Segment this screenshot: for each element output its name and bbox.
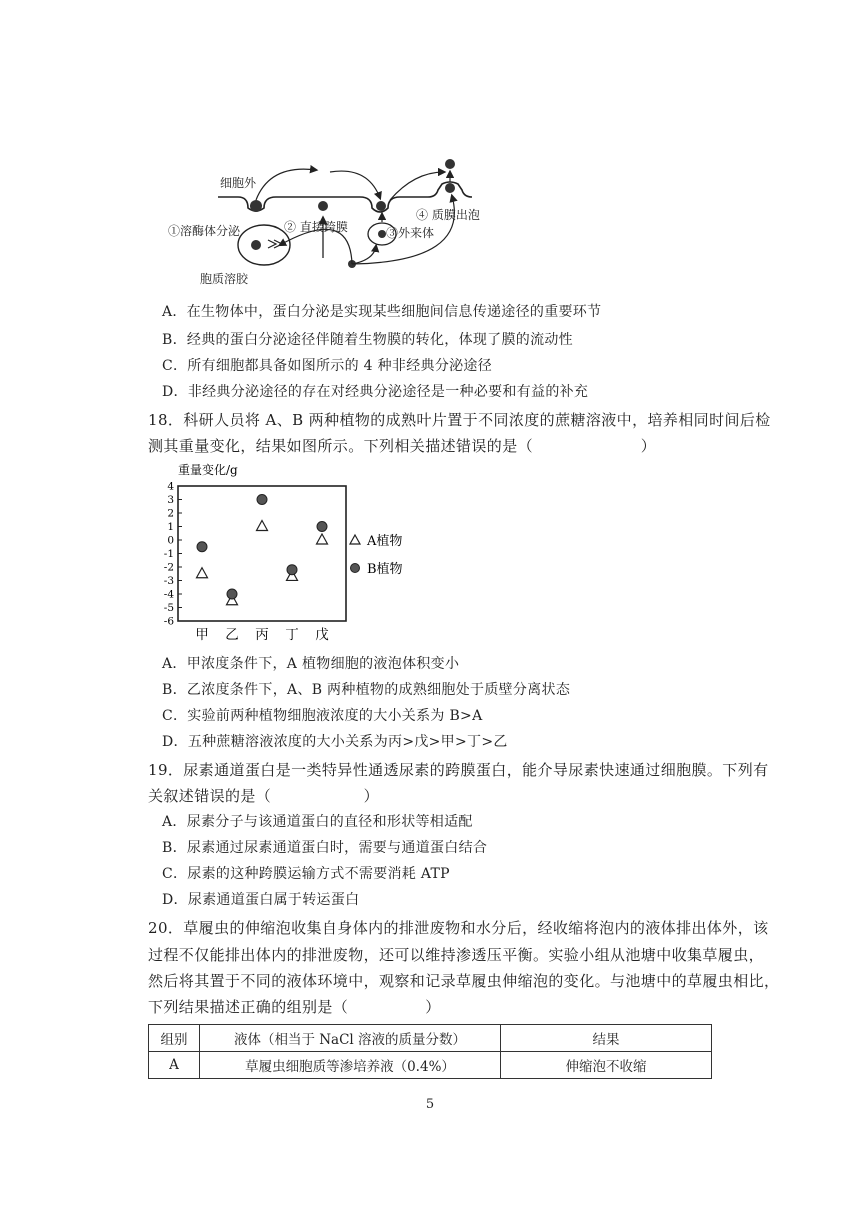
point-b-plant [227, 589, 237, 599]
legend-dot-icon [351, 564, 360, 573]
y-axis-label: 重量变化/g [178, 463, 238, 477]
y-tick-label: -6 [163, 615, 174, 628]
q19-option-c: C．尿素的这种跨膜运输方式不需要消耗 ATP [162, 866, 450, 882]
label-path-3: ③外来体 [386, 226, 435, 240]
legend-triangle-icon [350, 535, 360, 544]
label-cytosol: 胞质溶胶 [200, 272, 249, 286]
label-path-2: ② 直接跨膜 [284, 220, 348, 234]
header-liquid: 液体（相当于 NaCl 溶液的质量分数） [200, 1025, 501, 1052]
page-number: 5 [425, 1097, 435, 1112]
plot-frame [178, 486, 346, 621]
cell-liquid: 草履虫细胞质等渗培养液（0.4%） [200, 1052, 501, 1079]
point-b-plant [257, 495, 267, 505]
q19-stem-line-1: 19．尿素通道蛋白是一类特异性通透尿素的跨膜蛋白，能介导尿素快速通过细胞膜。下列有 [148, 761, 769, 779]
x-tick-label: 甲 [195, 627, 209, 643]
q18-option-b: B．乙浓度条件下，A、B 两种植物的成熟细胞处于质壁分离状态 [162, 682, 571, 698]
q18-stem-line-2: 测其重量变化，结果如图所示。下列相关描述错误的是（ ） [148, 437, 657, 455]
q18-option-a: A．甲浓度条件下，A 植物细胞的液泡体积变小 [162, 656, 460, 672]
y-tick-label: 2 [167, 507, 174, 520]
legend-label: A植物 [367, 534, 403, 549]
q20-stem-line-2: 过程不仅能排出体内的排泄废物，还可以维持渗透压平衡。实验小组从池塘中收集草履虫， [148, 946, 765, 964]
legend-label: B植物 [367, 562, 403, 577]
y-tick-label: -3 [163, 575, 174, 587]
point-b-plant [317, 522, 327, 532]
q20-stem-line-1: 20．草履虫的伸缩泡收集自身体内的排泄废物和水分后，经收缩将泡内的液体排出体外，该 [148, 919, 769, 937]
q19-option-d: D．尿素通道蛋白属于转运蛋白 [162, 892, 360, 908]
q18-option-d: D．五种蔗糖溶液浓度的大小关系为丙>戊>甲>丁>乙 [162, 734, 508, 750]
label-path-4: ④ 质膜出泡 [416, 208, 480, 222]
y-tick-label: -1 [163, 548, 174, 560]
y-tick-label: 3 [167, 494, 174, 506]
q18-chart [150, 462, 450, 648]
q20-table [148, 1024, 712, 1079]
cell-group: A [149, 1052, 200, 1079]
x-tick-label: 丁 [285, 627, 299, 643]
label-path-1: ①溶酶体分泌 [168, 224, 241, 238]
q18-option-c: C．实验前两种植物细胞液浓度的大小关系为 B>A [162, 708, 483, 724]
x-tick-label: 戊 [315, 627, 329, 643]
x-tick-label: 丙 [255, 627, 269, 643]
y-tick-label: -4 [163, 588, 174, 601]
chart-svg [150, 462, 450, 648]
point-b-plant [197, 542, 207, 552]
point-a-plant [257, 521, 268, 531]
q18-stem-line-1: 18．科研人员将 A、B 两种植物的成熟叶片置于不同浓度的蔗糖溶液中，培养相同时间后检 [148, 411, 771, 429]
point-b-plant [287, 565, 297, 575]
table-row [149, 1052, 712, 1079]
q19-option-a: A．尿素分子与该通道蛋白的直径和形状等相适配 [162, 814, 473, 830]
y-tick-label: 0 [167, 534, 174, 547]
q17-option-c: C．所有细胞都具备如图所示的 4 种非经典分泌途径 [162, 358, 493, 374]
point-a-plant [197, 568, 208, 578]
label-outside: 细胞外 [220, 176, 257, 190]
header-result: 结果 [501, 1025, 712, 1052]
cell-result: 伸缩泡不收缩 [501, 1052, 712, 1079]
header-group: 组别 [149, 1025, 200, 1052]
table-header-row [149, 1025, 712, 1052]
point-a-plant [317, 534, 328, 544]
q17-option-b: B．经典的蛋白分泌途径伴随着生物膜的转化，体现了膜的流动性 [162, 332, 573, 348]
q20-stem-line-3: 然后将其置于不同的液体环境中，观察和记录草履虫伸缩泡的变化。与池塘中的草履虫相比， [148, 972, 780, 990]
x-tick-label: 乙 [225, 627, 239, 643]
y-tick-label: 1 [167, 521, 174, 533]
y-tick-label: -2 [163, 561, 174, 574]
y-tick-label: 4 [167, 480, 174, 493]
q17-option-d: D．非经典分泌途径的存在对经典分泌途径是一种必要和有益的补充 [162, 384, 589, 400]
q17-option-a: A．在生物体中，蛋白分泌是实现某些细胞间信息传递途径的重要环节 [162, 304, 602, 320]
y-tick-label: -5 [163, 602, 174, 614]
q19-option-b: B．尿素通过尿素通道蛋白时，需要与通道蛋白结合 [162, 840, 488, 856]
q19-stem-line-2: 关叙述错误的是（ ） [148, 787, 380, 805]
q20-stem-line-4: 下列结果描述正确的组别是（ ） [148, 998, 441, 1016]
q17-diagram [160, 150, 480, 290]
